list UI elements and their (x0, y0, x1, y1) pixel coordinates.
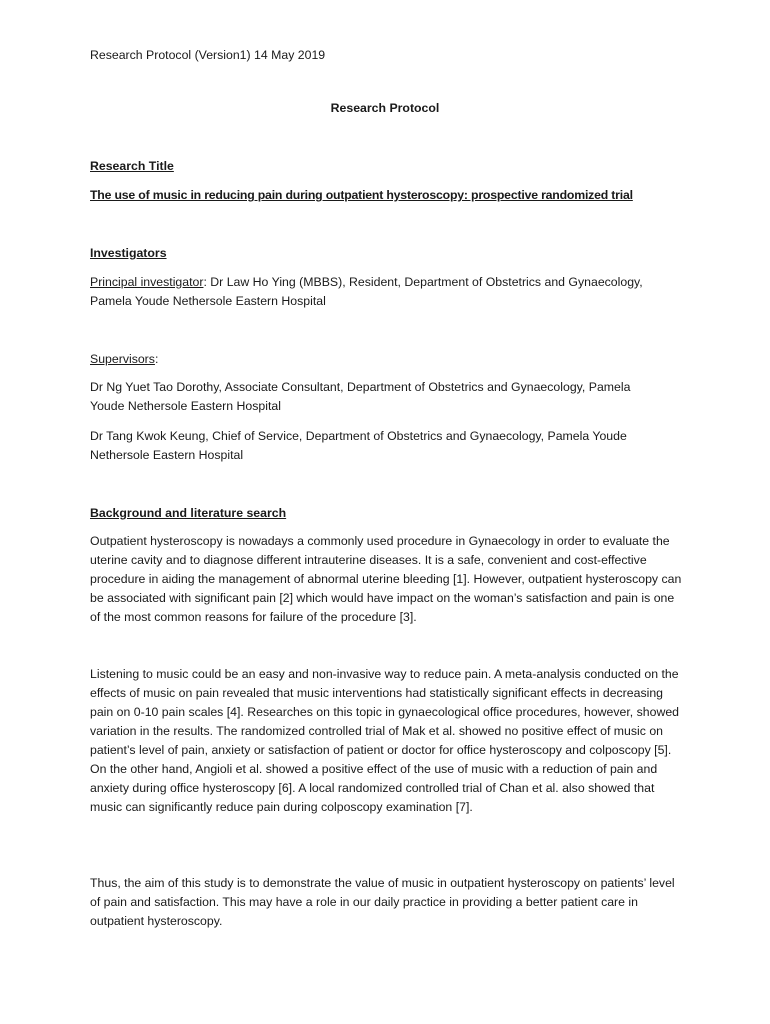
supervisors-colon: : (154, 352, 159, 366)
supervisor-2: Dr Tang Kwok Keung, Chief of Service, Department of Obstetrics and Gynaecology, Pamela Youde Nethersole Eastern Hospital (90, 429, 627, 462)
research-title-heading: Research Title (90, 159, 174, 173)
principal-investigator (90, 273, 670, 311)
background-heading: Background and literature search (90, 506, 287, 520)
background-paragraph-2: Listening to music could be an easy and non-invasive way to reduce pain. A meta-analysis conducted on the effects of music on pain revealed that music interventions had statistically significant effects in decreasing pain on 0-10 pain scales [4]. Researches on this topic in gynaecological office procedures, however, showed variation in the results. The randomized controlled trial of Mak et al. showed no positive effect of music on patient’s level of pain, anxiety or satisfaction of patient or doctor for office hysteroscopy and colposcopy [5]. On the other hand, Angioli et al. showed a positive effect of the use of music with a reduction of pain and anxiety during office hysteroscopy [6]. A local randomized controlled trial of Chan et al. also showed that music can significantly reduce pain during colposcopy examination [7]. (90, 667, 680, 814)
background-paragraph-3: Thus, the aim of this study is to demonstrate the value of music in outpatient hysteroscopy on patients’ level of pain and satisfaction. This may have a role in our daily practice in providing a better patient care in outpatient hysteroscopy. (90, 876, 675, 928)
research-title-text: The use of music in reducing pain during outpatient hysteroscopy: prospective randomized trial (90, 188, 633, 202)
pi-label: Principal investigator (90, 275, 204, 289)
supervisors-label: Supervisors (90, 352, 155, 366)
supervisor-1: Dr Ng Yuet Tao Dorothy, Associate Consultant, Department of Obstetrics and Gynaecology, Pamela Youde Nethersole Eastern Hospital (90, 380, 631, 413)
background-paragraph-1: Outpatient hysteroscopy is nowadays a commonly used procedure in Gynaecology in order to evaluate the uterine cavity and to diagnose different intrauterine diseases. It is a safe, convenient and cost-effective procedure in aiding the management of abnormal uterine bleeding [1]. However, outpatient hysteroscopy can be associated with significant pain [2] which would have impact on the woman’s satisfaction and pain is one of the most common reasons for failure of the procedure [3]. (90, 534, 682, 624)
document-title: Research Protocol (330, 101, 440, 115)
investigators-heading: Investigators (90, 246, 167, 260)
running-header: Research Protocol (Version1) 14 May 2019 (90, 48, 326, 62)
supervisors-label-line (90, 350, 690, 369)
pi-text: : Dr Law Ho Ying (MBBS), Resident, Department of Obstetrics and Gynaecology, Pamela Youde Nethersole Eastern Hospital (90, 275, 643, 308)
